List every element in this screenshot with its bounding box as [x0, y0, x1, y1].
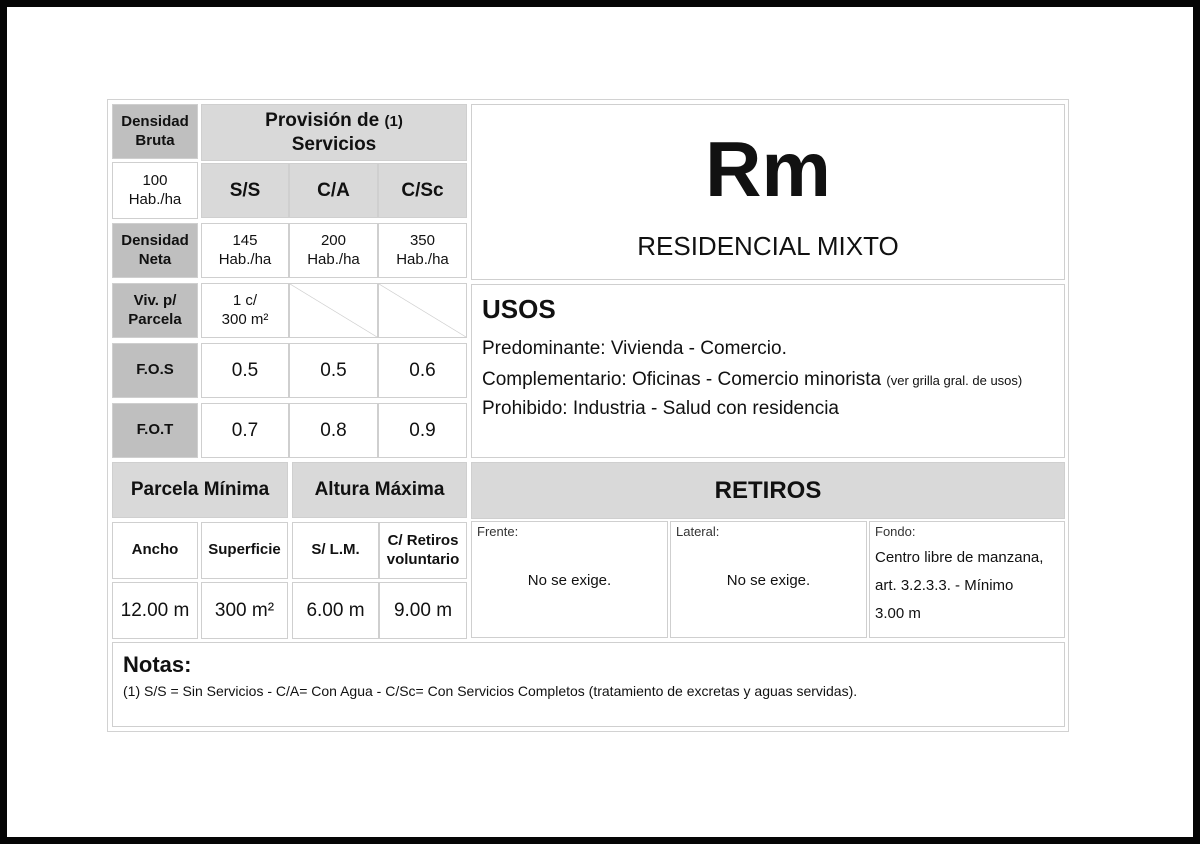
retiros-voluntario-value: 9.00 m: [379, 582, 467, 639]
notas-title: Notas:: [123, 652, 192, 677]
ancho-value: 12.00 m: [112, 582, 198, 639]
provision-header: [201, 104, 467, 161]
viv-parcela-ss: 1 c/ 300 m²: [201, 283, 289, 338]
frente-label: Frente:: [477, 524, 519, 539]
fos-csc: 0.6: [378, 343, 467, 398]
lateral-value: No se exige.: [726, 572, 811, 590]
fot-ca: 0.8: [289, 403, 378, 458]
retiro-lateral: [670, 521, 867, 638]
usos-title: USOS: [482, 294, 556, 324]
retiro-frente: [471, 521, 668, 638]
slm-value: 6.00 m: [292, 582, 379, 639]
densidad-bruta-label: Densidad Bruta: [112, 104, 198, 159]
retiros-voluntario-label: C/ Retiros voluntario: [379, 522, 467, 579]
altura-maxima-title: Altura Máxima: [292, 462, 467, 518]
superficie-value: 300 m²: [201, 582, 288, 639]
frente-value: No se exige.: [527, 572, 612, 590]
fot-label: F.O.T: [112, 403, 198, 458]
col-ca-header: C/A: [289, 163, 378, 218]
superficie-label: Superficie: [201, 522, 288, 579]
provision-title-2: Servicios: [291, 133, 377, 155]
fos-ca: 0.5: [289, 343, 378, 398]
fot-csc: 0.9: [378, 403, 467, 458]
lateral-label: Lateral:: [676, 524, 720, 539]
usos-complementario-note: (ver grilla gral. de usos): [886, 372, 1023, 388]
densidad-neta-ss: 145 Hab./ha: [201, 223, 289, 278]
usos-complementario: Complementario: Oficinas - Comercio minorista: [482, 368, 882, 390]
ancho-label: Ancho: [112, 522, 198, 579]
zoning-sheet: [107, 99, 1069, 732]
densidad-neta-label: Densidad Neta: [112, 223, 198, 278]
usos-box: [471, 284, 1065, 458]
fondo-label: Fondo:: [875, 524, 916, 539]
zone-title-box: [471, 104, 1065, 280]
viv-parcela-ca-empty: [289, 283, 378, 338]
densidad-bruta-value: 100 Hab./ha: [112, 162, 198, 219]
fos-ss: 0.5: [201, 343, 289, 398]
retiro-fondo: [869, 521, 1065, 638]
usos-predominante: Predominante: Vivienda - Comercio.: [482, 337, 787, 359]
fot-ss: 0.7: [201, 403, 289, 458]
fos-label: F.O.S: [112, 343, 198, 398]
zone-name: RESIDENCIAL MIXTO: [637, 230, 899, 261]
viv-parcela-label: Viv. p/ Parcela: [112, 283, 198, 338]
parcela-minima-title: Parcela Mínima: [112, 462, 288, 518]
provision-title: Provisión de: [265, 109, 380, 131]
col-csc-header: C/Sc: [378, 163, 467, 218]
zone-code: Rm: [705, 124, 831, 213]
notas-box: [112, 642, 1065, 727]
fondo-value: Centro libre de manzana, art. 3.2.3.3. - Mínimo 3.00 m: [875, 549, 1044, 622]
retiros-title: RETIROS: [471, 462, 1065, 519]
densidad-neta-ca: 200 Hab./ha: [289, 223, 378, 278]
usos-prohibido: Prohibido: Industria - Salud con residencia: [482, 398, 839, 420]
viv-parcela-csc-empty: [378, 283, 467, 338]
densidad-neta-csc: 350 Hab./ha: [378, 223, 467, 278]
notas-text: (1) S/S = Sin Servicios - C/A= Con Agua - C/Sc= Con Servicios Completos (tratamiento de excretas y aguas servidas).: [123, 682, 858, 699]
slm-label: S/ L.M.: [292, 522, 379, 579]
col-ss-header: S/S: [201, 163, 289, 218]
provision-note-ref: (1): [384, 112, 403, 130]
